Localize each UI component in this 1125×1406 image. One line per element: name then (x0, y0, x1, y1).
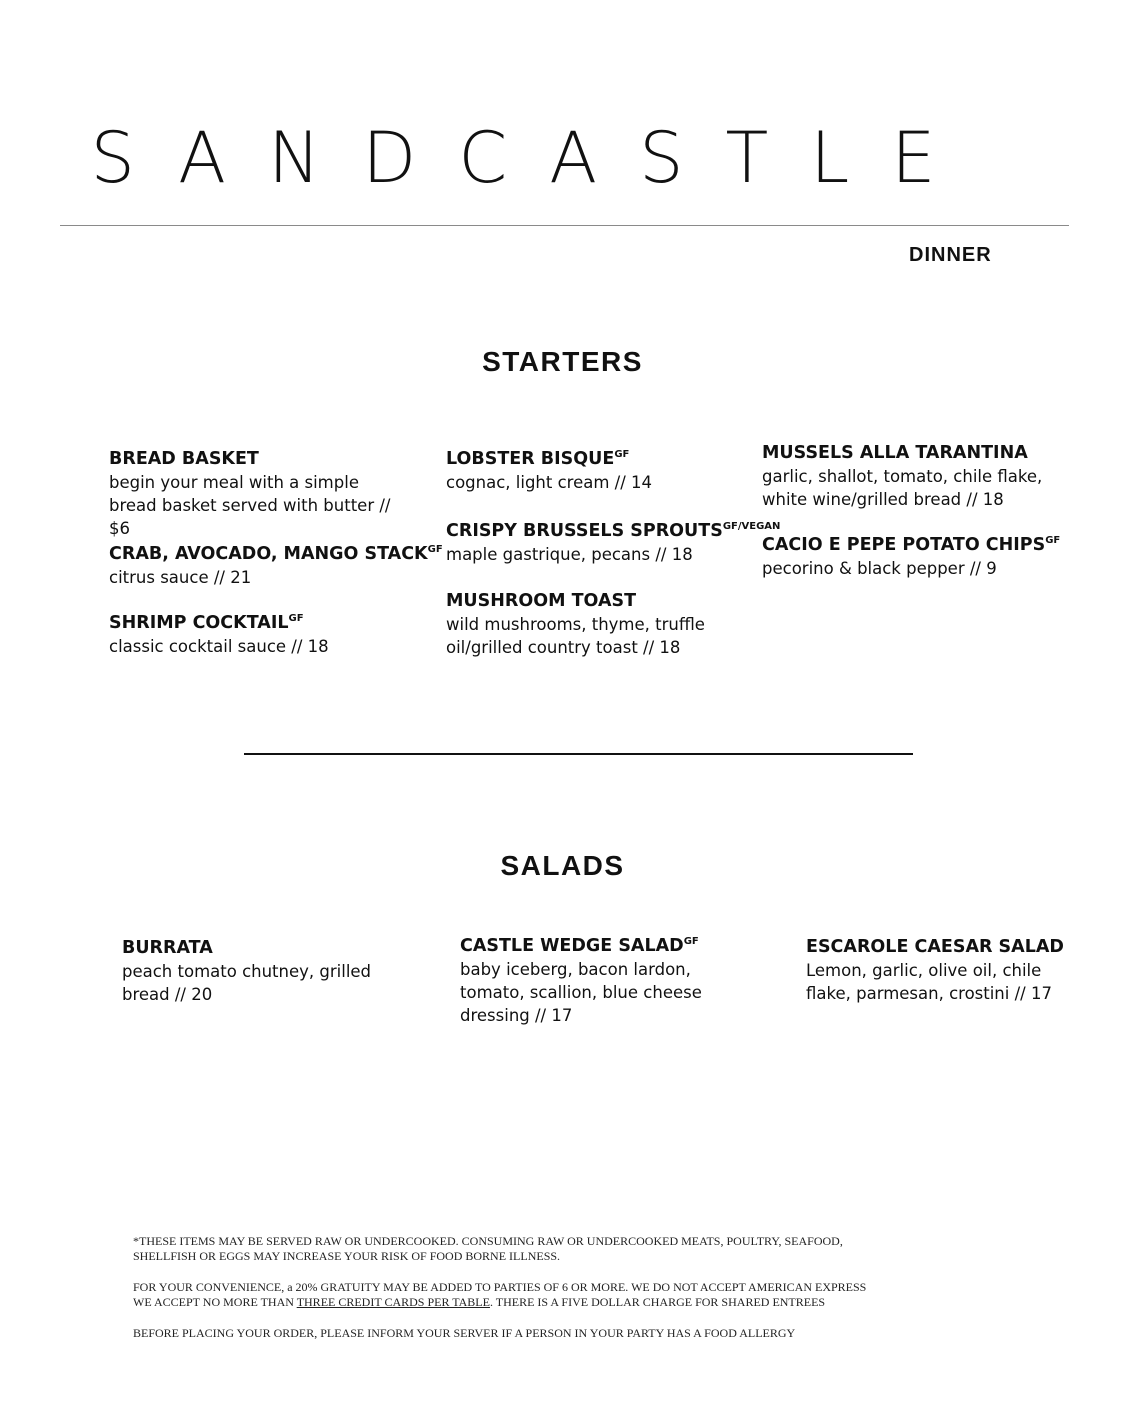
item-description: baby iceberg, bacon lardon, tomato, scallion, blue cheese dressing // 17 (460, 960, 702, 1025)
raw-notice-line-2: SHELLFISH OR EGGS MAY INCREASE YOUR RISK OF FOOD BORNE ILLNESS. (133, 1249, 561, 1263)
item-description: Lemon, garlic, olive oil, chile flake, parmesan, crostini // 17 (806, 961, 1052, 1003)
item-description: cognac, light cream // 14 (446, 473, 653, 492)
item-description: citrus sauce // 21 (109, 568, 252, 587)
gratuity-line: FOR YOUR CONVENIENCE, a 20% GRATUITY MAY BE ADDED TO PARTIES OF 6 OR MORE. WE DO NOT ACCEPT AMERICAN EXPRESS (133, 1280, 867, 1294)
item-description: pecorino & black pepper // 9 (762, 559, 997, 578)
menu-item (460, 935, 760, 1027)
starters-heading: STARTERS (482, 346, 643, 377)
item-description: maple gastrique, pecans // 18 (446, 545, 693, 564)
menu-item (762, 442, 1072, 511)
item-name: SHRIMP $COCKTAIL^{GF}$ (109, 613, 304, 633)
item-name: CASTLE WEDGE $SALAD^{GF}$ (460, 936, 699, 956)
item-description: garlic, shallot, tomato, chile flake, white wine/grilled bread // 18 (762, 467, 1043, 509)
item-name: ESCAROLE CAESAR SALAD (806, 937, 1064, 957)
item-name: MUSSELS ALLA TARANTINA (762, 443, 1028, 463)
allergy-notice: BEFORE PLACING YOUR ORDER, PLEASE INFORM YOUR SERVER IF A PERSON IN YOUR PARTY HAS A FOOD ALLERGY (133, 1326, 796, 1340)
credit-card-line: WE ACCEPT NO MORE THAN THREE CREDIT CARDS PER TABLE. THERE IS A FIVE DOLLAR CHARGE FOR SHARED ENTREES (133, 1295, 826, 1309)
gluten-free-vegan-tag: GF/VEGAN (722, 521, 781, 532)
menu-item (446, 520, 781, 566)
menu-item (109, 448, 409, 540)
item-name: BURRATA (122, 938, 213, 958)
item-description: classic cocktail sauce // 18 (109, 637, 329, 656)
item-name: BREAD BASKET (109, 449, 259, 469)
item-name: CRISPY BRUSSELS $SPROUTS^{GF/VEGAN}$ (446, 521, 781, 541)
item-description: begin your meal with a simple bread basket served with butter // $6 (109, 473, 391, 538)
menu-item (122, 937, 382, 1006)
gluten-free-tag: GF (1045, 535, 1061, 546)
item-name: CRAB, AVOCADO, MANGO $STACK^{GF}$ (109, 544, 443, 564)
menu-item (109, 543, 443, 589)
salads-heading: SALADS (500, 850, 625, 881)
menu-item (446, 448, 746, 494)
item-description: peach tomato chutney, grilled bread // 20 (122, 962, 372, 1004)
gluten-free-tag: GF (288, 613, 304, 624)
section-divider (244, 753, 913, 755)
menu-item (446, 590, 716, 659)
item-description: wild mushrooms, thyme, truffle oil/grilled country toast // 18 (446, 615, 705, 657)
menu-item (762, 534, 1072, 580)
raw-notice-line-1: *THESE ITEMS MAY BE SERVED RAW OR UNDERCOOKED. CONSUMING RAW OR UNDERCOOKED MEATS, POULTRY, SEAFOOD, (133, 1234, 843, 1248)
menu-item (109, 612, 409, 658)
raw-food-notice (133, 1234, 843, 1264)
item-name: CACIO E PEPE POTATO $CHIPS^{GF}$ (762, 535, 1061, 555)
restaurant-logo: SANDCASTLE (90, 117, 978, 199)
payment-notice (133, 1280, 866, 1310)
gluten-free-tag: GF (614, 449, 630, 460)
meal-label: DINNER (909, 244, 992, 266)
gluten-free-tag: GF (683, 936, 699, 947)
menu-item (806, 936, 1064, 1005)
item-name: MUSHROOM TOAST (446, 591, 637, 611)
item-name: LOBSTER $BISQUE^{GF}$ (446, 449, 630, 469)
gluten-free-tag: GF (427, 544, 443, 555)
header-divider (60, 225, 1069, 226)
